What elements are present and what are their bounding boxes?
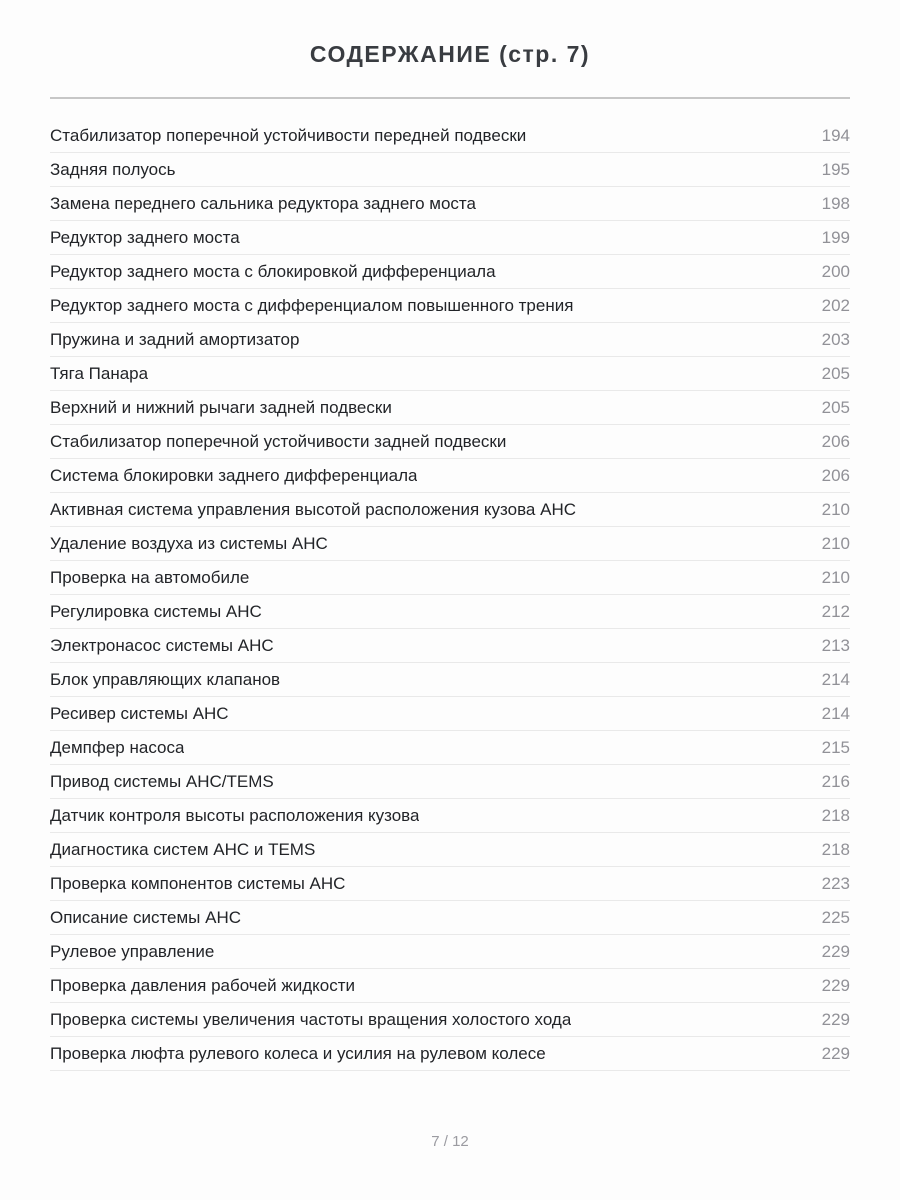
toc-item-page: 229 [821,975,850,995]
toc-row [50,289,850,323]
toc-item-page: 218 [821,805,850,825]
toc-item-page: 229 [821,1043,850,1063]
toc-item-page: 212 [821,601,850,621]
toc-item-label: Стабилизатор поперечной устойчивости задней подвески [50,431,507,451]
toc-item-page: 216 [821,771,850,791]
toc-item-page: 199 [821,227,850,247]
toc-item-label: Демпфер насоса [50,737,185,757]
toc-row [50,969,850,1003]
toc-item-label: Проверка на автомобиле [50,567,250,587]
toc-item-page: 210 [821,499,850,519]
toc-item-label: Диагностика систем АНС и TEMS [50,839,316,859]
toc-item-page: 225 [821,907,850,927]
toc-item-label: Описание системы АНС [50,907,242,927]
toc-item-page: 202 [821,295,850,315]
toc-row [50,255,850,289]
toc-row [50,493,850,527]
toc-item-label: Тяга Панара [50,363,149,383]
toc-item-label: Проверка люфта рулевого колеса и усилия на рулевом колесе [50,1043,546,1063]
toc-item-page: 206 [821,465,850,485]
toc-item-page: 223 [821,873,850,893]
toc-row [50,357,850,391]
toc-item-label: Редуктор заднего моста с дифференциалом повышенного трения [50,295,574,315]
toc-list [50,119,850,1071]
toc-item-page: 210 [821,567,850,587]
toc-item-label: Удаление воздуха из системы АНС [50,533,328,553]
toc-row [50,935,850,969]
toc-item-label: Активная система управления высотой расположения кузова АНС [50,499,577,519]
toc-item-label: Рулевое управление [50,941,215,961]
toc-row [50,561,850,595]
toc-row [50,1003,850,1037]
toc-row [50,867,850,901]
toc-row [50,1037,850,1071]
toc-item-page: 214 [821,703,850,723]
toc-item-label: Верхний и нижний рычаги задней подвески [50,397,392,417]
page-indicator: 7 / 12 [431,1133,469,1150]
toc-row [50,459,850,493]
toc-item-label: Стабилизатор поперечной устойчивости передней подвески [50,125,527,145]
toc-row [50,901,850,935]
toc-row [50,697,850,731]
toc-row [50,629,850,663]
toc-item-label: Проверка давления рабочей жидкости [50,975,355,995]
toc-row [50,799,850,833]
toc-item-page: 229 [821,1009,850,1029]
toc-item-page: 205 [821,363,850,383]
toc-item-page: 206 [821,431,850,451]
toc-row [50,425,850,459]
toc-row [50,153,850,187]
toc-item-label: Регулировка системы АНС [50,601,262,621]
toc-row [50,833,850,867]
toc-row [50,527,850,561]
toc-item-page: 203 [821,329,850,349]
toc-item-label: Проверка компонентов системы АНС [50,873,346,893]
toc-item-label: Редуктор заднего моста с блокировкой дифференциала [50,261,496,281]
toc-item-label: Пружина и задний амортизатор [50,329,300,349]
page-title: СОДЕРЖАНИЕ (стр. 7) [309,41,591,67]
toc-item-page: 214 [821,669,850,689]
toc-row [50,595,850,629]
toc-item-label: Задняя полуось [50,159,176,179]
toc-row [50,765,850,799]
toc-row [50,663,850,697]
toc-item-label: Блок управляющих клапанов [50,669,281,689]
toc-item-label: Система блокировки заднего дифференциала [50,465,418,485]
toc-row [50,221,850,255]
toc-item-page: 198 [821,193,850,213]
toc-row [50,731,850,765]
toc-item-label: Редуктор заднего моста [50,227,240,247]
toc-item-label: Привод системы АНС/TEMS [50,771,274,791]
toc-row [50,187,850,221]
toc-item-label: Датчик контроля высоты расположения кузова [50,805,420,825]
toc-item-page: 205 [821,397,850,417]
toc-row [50,119,850,153]
toc-item-label: Ресивер системы АНС [50,703,229,723]
toc-item-page: 194 [821,125,850,145]
title-divider [50,97,850,99]
toc-item-page: 218 [821,839,850,859]
toc-item-page: 229 [821,941,850,961]
toc-row [50,323,850,357]
toc-item-label: Проверка системы увеличения частоты вращения холостого хода [50,1009,572,1029]
toc-item-page: 200 [821,261,850,281]
toc-item-page: 215 [821,737,850,757]
toc-item-page: 210 [821,533,850,553]
toc-item-label: Электронасос системы АНС [50,635,274,655]
toc-item-page: 213 [821,635,850,655]
toc-row [50,391,850,425]
toc-item-page: 195 [821,159,850,179]
toc-item-label: Замена переднего сальника редуктора заднего моста [50,193,476,213]
